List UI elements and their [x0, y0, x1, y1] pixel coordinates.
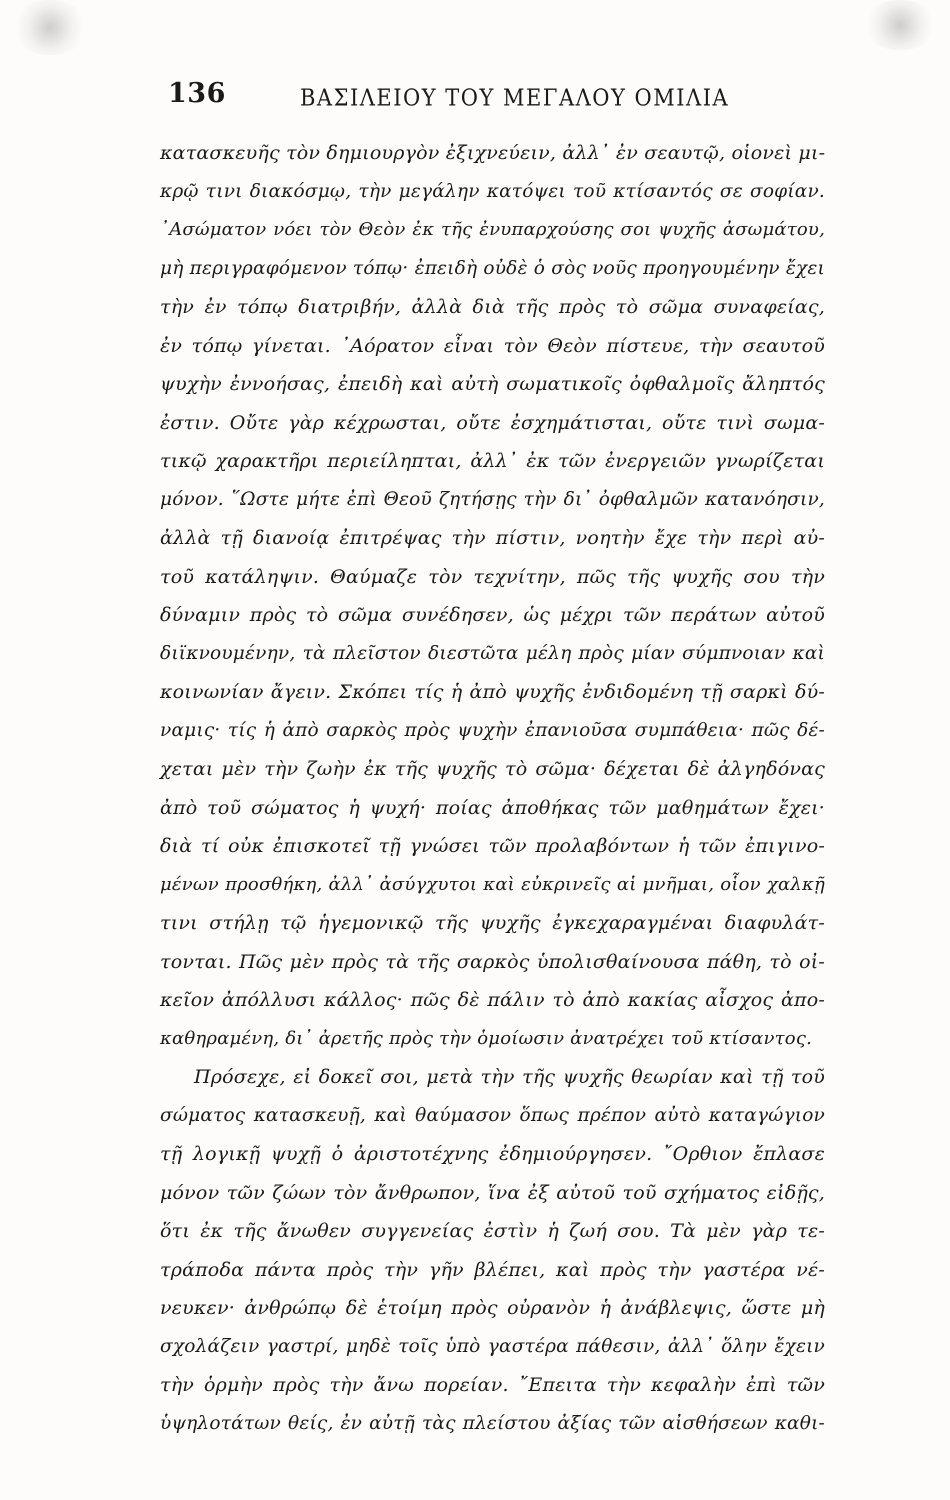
- text-line: ναμις· τίς ἡ ἀπὸ σαρκὸς πρὸς ψυχὴν ἐπανιοῦσα συμπάθεια· πῶς δέ-: [160, 719, 825, 741]
- text-line: μένων προσθήκη, ἀλλ᾽ ἀσύγχυτοι καὶ εὐκρινεῖς αἱ μνῆμαι, οἷον χαλκῇ: [160, 873, 825, 895]
- text-line: δύναμιν πρὸς τὸ σῶμα συνέδησεν, ὡς μέχρι τῶν περάτων αὐτοῦ: [160, 604, 825, 626]
- text-line: κοινωνίαν ἄγειν. Σκόπει τίς ἡ ἀπὸ ψυχῆς ἐνδιδομένη τῇ σαρκὶ δύ-: [160, 681, 825, 703]
- text-line: τινι στήλῃ τῷ ἡγεμονικῷ τῆς ψυχῆς ἐγκεχαραγμέναι διαφυλάτ-: [160, 912, 825, 934]
- text-line: τοῦ κατάληψιν. Θαύμαζε τὸν τεχνίτην, πῶς τῆς ψυχῆς σου τὴν: [160, 565, 825, 588]
- text-line: σώματος κατασκευῇ, καὶ θαύμασον ὅπως πρέπον αὐτὸ καταγώγιον: [160, 1104, 825, 1126]
- text-line: ἀπὸ τοῦ σώματος ἡ ψυχή· ποίας ἀποθήκας τῶν μαθημάτων ἔχει·: [160, 796, 825, 819]
- page-number: 136: [168, 78, 226, 109]
- text-line: ἀλλὰ τῇ διανοίᾳ ἐπιτρέψας τὴν πίστιν, νοητὴν ἔχε τὴν περὶ αὐ-: [160, 527, 825, 549]
- body-text: [160, 134, 825, 1443]
- text-line: ψυχὴν ἐννοήσας, ἐπειδὴ καὶ αὐτὴ σωματικοῖς ὀφθαλμοῖς ἄληπτός: [160, 373, 825, 395]
- text-line: κεῖον ἀπόλλυσι κάλλος· πῶς δὲ πάλιν τὸ ἀπὸ κακίας αἶσχος ἀπο-: [160, 989, 825, 1011]
- text-line: κρῷ τινι διακόσμῳ, τὴν μεγάλην κατόψει τοῦ κτίσαντός σε σοφίαν.: [160, 180, 825, 202]
- running-head: ΒΑΣΙΛΕΙΟΥ ΤΟΥ ΜΕΓΑΛΟΥ ΟΜΙΛΙΑ: [300, 84, 730, 111]
- text-line: τῇ λογικῇ ψυχῇ ὁ ἀριστοτέχνης ἐδημιούργησεν. ῎Ορθιον ἔπλασε: [160, 1143, 825, 1165]
- text-line: ὑψηλοτάτων θείς, ἐν αὐτῇ τὰς πλείστου ἀξίας τῶν αἰσθήσεων καθι-: [160, 1412, 825, 1434]
- text-line: τονται. Πῶς μὲν πρὸς τὰ τῆς σαρκὸς ὑπολισθαίνουσα πάθη, τὸ οἰ-: [160, 950, 825, 973]
- text-line: Πρόσεχε, εἰ δοκεῖ σοι, μετὰ τὴν τῆς ψυχῆς θεωρίαν καὶ τῇ τοῦ: [194, 1066, 825, 1088]
- text-line: σχολάζειν γαστρί, μηδὲ τοῖς ὑπὸ γαστέρα πάθεσιν, ἀλλ᾽ ὅλην ἔχειν: [160, 1335, 825, 1357]
- text-line: τικῷ χαρακτῆρι περιείληπται, ἀλλ᾽ ἐκ τῶν ἐνεργειῶν γνωρίζεται: [160, 450, 825, 472]
- text-line: μόνον. ῞Ωστε μήτε ἐπὶ Θεοῦ ζητήσῃς τὴν δι᾽ ὀφθαλμῶν κατανόησιν,: [160, 488, 825, 510]
- scan-smudge-top-left: [10, 0, 90, 55]
- text-line: διϊκνουμένην, τὰ πλεῖστον διεστῶτα μέλη πρὸς μίαν σύμπνοιαν καὶ: [160, 642, 825, 664]
- text-line: χεται μὲν τὴν ζωὴν ἐκ τῆς ψυχῆς τὸ σῶμα· δέχεται δὲ ἀλγηδόνας: [160, 758, 825, 780]
- text-line: ὅτι ἐκ τῆς ἄνωθεν συγγενείας ἐστὶν ἡ ζωή σου. Τὰ μὲν γὰρ τε-: [160, 1220, 825, 1242]
- text-line: ᾽Ασώματον νόει τὸν Θεὸν ἐκ τῆς ἐνυπαρχούσης σοι ψυχῆς ἀσωμάτου,: [160, 219, 825, 240]
- text-line: τὴν ὁρμὴν πρὸς τὴν ἄνω πορείαν. ῎Επειτα τὴν κεφαλὴν ἐπὶ τῶν: [160, 1374, 825, 1396]
- text-line: μὴ περιγραφόμενον τόπῳ· ἐπειδὴ οὐδὲ ὁ σὸς νοῦς προηγουμένην ἔχει: [160, 257, 825, 279]
- text-line: τράποδα πάντα πρὸς τὴν γῆν βλέπει, καὶ πρὸς τὴν γαστέρα νέ-: [160, 1258, 825, 1281]
- text-line: νευκεν· ἀνθρώπῳ δὲ ἑτοίμη πρὸς οὐρανὸν ἡ ἀνάβλεψις, ὥστε μὴ: [160, 1297, 825, 1319]
- text-line: διὰ τί οὐκ ἐπισκοτεῖ τῇ γνώσει τῶν προλαβόντων ἡ τῶν ἐπιγινο-: [160, 835, 825, 857]
- page-header: [168, 78, 818, 118]
- text-line: κατασκευῆς τὸν δημιουργὸν ἐξιχνεύειν, ἀλλ᾽ ἐν σεαυτῷ, οἱονεὶ μι-: [160, 142, 826, 164]
- text-line: ἐν τόπῳ γίνεται. ᾽Αόρατον εἶναι τὸν Θεὸν πίστευε, τὴν σεαυτοῦ: [160, 334, 825, 357]
- text-line: τὴν ἐν τόπῳ διατριβήν, ἀλλὰ διὰ τῆς πρὸς τὸ σῶμα συναφείας,: [160, 296, 825, 318]
- text-line: ἐστιν. Οὔτε γὰρ κέχρωσται, οὔτε ἐσχημάτισται, οὔτε τινὶ σωμα-: [160, 411, 825, 434]
- text-line: καθηραμένη, δι᾽ ἀρετῆς πρὸς τὴν ὁμοίωσιν ἀνατρέχει τοῦ κτίσαντος.: [160, 1027, 813, 1049]
- text-line: μόνον τῶν ζώων τὸν ἄνθρωπον, ἵνα ἐξ αὐτοῦ τοῦ σχήματος εἰδῇς,: [160, 1181, 825, 1204]
- scan-smudge-top-right: [860, 0, 940, 50]
